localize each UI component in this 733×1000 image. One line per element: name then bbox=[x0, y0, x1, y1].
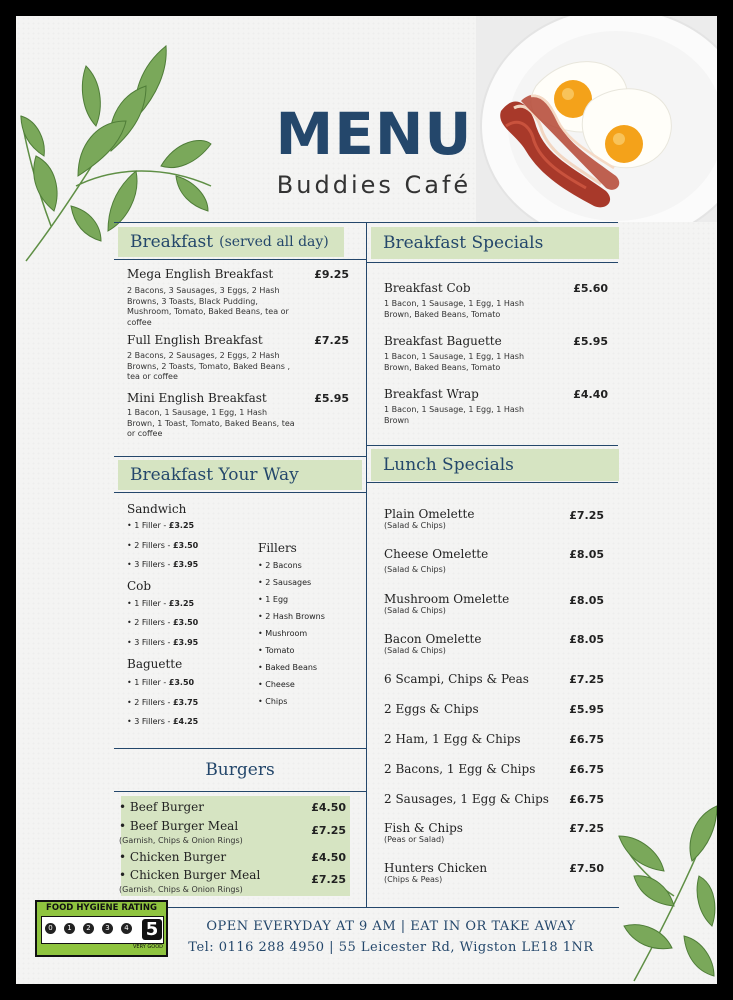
menu-page bbox=[16, 16, 717, 984]
special-description: 1 Bacon, 1 Sausage, 1 Egg, 1 Hash Brown, Baked Beans, Tomato bbox=[384, 299, 525, 319]
option-label: • 2 Fillers - bbox=[127, 698, 173, 707]
hygiene-rating-value: 5 bbox=[142, 919, 162, 940]
lunch-item-price: £7.50 bbox=[569, 862, 604, 875]
burger-price: £7.25 bbox=[311, 873, 346, 886]
option bbox=[127, 618, 198, 627]
group-name-sandwich: Sandwich bbox=[127, 502, 187, 516]
special-price: £5.95 bbox=[573, 335, 608, 348]
burger-price: £4.50 bbox=[311, 801, 346, 814]
option bbox=[127, 638, 198, 647]
lunch-item-name: Bacon Omelette bbox=[384, 632, 482, 646]
option bbox=[127, 541, 198, 550]
divider-breakfast-bottom bbox=[114, 456, 366, 457]
breakfast-title: Breakfast bbox=[130, 232, 214, 252]
divider-vertical-center bbox=[366, 222, 367, 908]
food-hygiene-rating-badge bbox=[35, 900, 168, 957]
option-price: £3.75 bbox=[172, 698, 199, 707]
burger-name: • Chicken Burger bbox=[119, 850, 227, 864]
lunch-item-name: 2 Ham, 1 Egg & Chips bbox=[384, 732, 521, 746]
lunch-header bbox=[371, 449, 619, 481]
item-name: Mega English Breakfast bbox=[127, 267, 274, 281]
burger-name: • Beef Burger Meal bbox=[119, 819, 239, 833]
hygiene-scale-dot: 1 bbox=[64, 923, 75, 934]
burger-name: • Chicken Burger Meal bbox=[119, 868, 261, 882]
item-name: Mini English Breakfast bbox=[127, 391, 267, 405]
option-label: • 3 Fillers - bbox=[127, 560, 173, 569]
lunch-item-name: Cheese Omelette bbox=[384, 547, 489, 561]
option-price: £3.50 bbox=[172, 618, 199, 627]
burger-price: £7.25 bbox=[311, 824, 346, 837]
filler-item: • Baked Beans bbox=[258, 663, 318, 672]
breakfast-header bbox=[118, 227, 344, 257]
item-price: £7.25 bbox=[314, 334, 349, 347]
divider-burgers-header-bottom bbox=[114, 791, 366, 792]
filler-item: • 2 Hash Browns bbox=[258, 612, 325, 621]
filler-item: • Tomato bbox=[258, 646, 295, 655]
option bbox=[127, 678, 194, 687]
contact-address-text: Tel: 0116 288 4950 | 55 Leicester Rd, Wigston LE18 1NR bbox=[188, 940, 594, 955]
filler-item: • Cheese bbox=[258, 680, 295, 689]
filler-item: • Chips bbox=[258, 697, 288, 706]
burger-description: (Garnish, Chips & Onion Rings) bbox=[119, 836, 243, 845]
lunch-item-price: £6.75 bbox=[569, 763, 604, 776]
special-name: Breakfast Cob bbox=[384, 281, 471, 295]
lunch-item-name: Mushroom Omelette bbox=[384, 592, 510, 606]
option bbox=[127, 560, 198, 569]
lunch-item-note: (Salad & Chips) bbox=[384, 521, 446, 530]
specials-header bbox=[371, 227, 619, 259]
lunch-item-name: Fish & Chips bbox=[384, 821, 463, 835]
option-price: £3.95 bbox=[172, 560, 199, 569]
lunch-item-name: Plain Omelette bbox=[384, 507, 475, 521]
item-name: Full English Breakfast bbox=[127, 333, 263, 347]
special-description: 1 Bacon, 1 Sausage, 1 Egg, 1 Hash Brown bbox=[384, 405, 525, 425]
special-price: £5.60 bbox=[573, 282, 608, 295]
special-name: Breakfast Wrap bbox=[384, 387, 479, 401]
hygiene-scale-dot: 3 bbox=[102, 923, 113, 934]
filler-item: • 2 Bacons bbox=[258, 561, 302, 570]
option-label: • 1 Filler - bbox=[127, 521, 169, 530]
lunch-item-price: £6.75 bbox=[569, 793, 604, 806]
lunch-item-note: (Peas or Salad) bbox=[384, 835, 445, 844]
hygiene-scale-dot: 2 bbox=[83, 923, 94, 934]
lunch-item-price: £6.75 bbox=[569, 733, 604, 746]
lunch-item-name: 2 Bacons, 1 Egg & Chips bbox=[384, 762, 536, 776]
special-description: 1 Bacon, 1 Sausage, 1 Egg, 1 Hash Brown, Baked Beans, Tomato bbox=[384, 352, 525, 372]
item-price: £9.25 bbox=[314, 268, 349, 281]
burger-name: • Beef Burger bbox=[119, 800, 204, 814]
option-label: • 2 Fillers - bbox=[127, 541, 173, 550]
lunch-item-price: £8.05 bbox=[569, 594, 604, 607]
lunch-item-name: Hunters Chicken bbox=[384, 861, 488, 875]
lunch-title: Lunch Specials bbox=[383, 455, 514, 475]
lunch-item-note: (Salad & Chips) bbox=[384, 606, 446, 615]
lunch-item-note: (Salad & Chips) bbox=[384, 646, 446, 655]
specials-title: Breakfast Specials bbox=[383, 233, 544, 253]
hygiene-scale-dot: 0 bbox=[45, 923, 56, 934]
group-name-baguette: Baguette bbox=[127, 657, 183, 671]
option-label: • 2 Fillers - bbox=[127, 618, 173, 627]
option-price: £3.50 bbox=[172, 541, 199, 550]
option-price: £4.25 bbox=[172, 717, 199, 726]
divider-yourway-header-bottom bbox=[114, 492, 366, 493]
lunch-item-price: £8.05 bbox=[569, 548, 604, 561]
option-label: • 3 Fillers - bbox=[127, 638, 173, 647]
divider-under-specials-header bbox=[366, 262, 618, 263]
lunch-item-note: (Chips & Peas) bbox=[384, 875, 443, 884]
burgers-title: Burgers bbox=[205, 760, 275, 780]
your-way-title: Breakfast Your Way bbox=[130, 465, 299, 485]
breakfast-note: (served all day) bbox=[219, 234, 329, 250]
special-price: £4.40 bbox=[573, 388, 608, 401]
option-price: £3.25 bbox=[168, 599, 195, 608]
filler-item: • Mushroom bbox=[258, 629, 308, 638]
option bbox=[127, 521, 194, 530]
divider-under-breakfast-header bbox=[114, 259, 366, 260]
divider-top-left bbox=[114, 222, 366, 223]
your-way-header bbox=[118, 460, 362, 490]
item-description: 2 Bacons, 3 Sausages, 3 Eggs, 2 Hash Browns, 3 Toasts, Black Pudding, Mushroom, Tomato, Baked Beans, tea or coffee bbox=[127, 286, 289, 327]
special-name: Breakfast Baguette bbox=[384, 334, 502, 348]
opening-hours-text: OPEN EVERYDAY AT 9 AM | EAT IN OR TAKE AWAY bbox=[206, 919, 576, 934]
filler-item: • 2 Sausages bbox=[258, 578, 312, 587]
option bbox=[127, 599, 194, 608]
burger-price: £4.50 bbox=[311, 851, 346, 864]
lunch-item-price: £7.25 bbox=[569, 509, 604, 522]
option-price: £3.50 bbox=[168, 678, 195, 687]
divider-top-right bbox=[366, 222, 618, 223]
hygiene-rating-label: VERY GOOD bbox=[133, 944, 163, 950]
lunch-item-price: £7.25 bbox=[569, 673, 604, 686]
group-name-cob: Cob bbox=[127, 579, 152, 593]
item-description: 2 Bacons, 2 Sausages, 2 Eggs, 2 Hash Browns, 2 Toasts, Tomato, Baked Beans , tea or coffee bbox=[127, 351, 291, 381]
divider-footer-top bbox=[114, 907, 619, 908]
page-title: MENU bbox=[275, 100, 473, 168]
divider-specials-bottom bbox=[366, 445, 618, 446]
burger-description: (Garnish, Chips & Onion Rings) bbox=[119, 885, 243, 894]
option bbox=[127, 698, 198, 707]
option-price: £3.25 bbox=[168, 521, 195, 530]
lunch-item-note: (Salad & Chips) bbox=[384, 565, 446, 574]
lunch-item-price: £8.05 bbox=[569, 633, 604, 646]
fillers-title: Fillers bbox=[258, 541, 297, 555]
leaf-branch-bottom-right-icon bbox=[614, 776, 717, 984]
hygiene-scale bbox=[41, 916, 164, 944]
option-label: • 3 Fillers - bbox=[127, 717, 173, 726]
lunch-item-price: £5.95 bbox=[569, 703, 604, 716]
divider-lunch-header-bottom bbox=[366, 482, 618, 483]
hygiene-title: FOOD HYGIENE RATING bbox=[46, 903, 157, 913]
option-label: • 1 Filler - bbox=[127, 599, 169, 608]
item-price: £5.95 bbox=[314, 392, 349, 405]
filler-item: • 1 Egg bbox=[258, 595, 289, 604]
lunch-item-name: 2 Eggs & Chips bbox=[384, 702, 479, 716]
lunch-item-name: 6 Scampi, Chips & Peas bbox=[384, 672, 529, 686]
option-price: £3.95 bbox=[172, 638, 199, 647]
hygiene-scale-dot: 4 bbox=[121, 923, 132, 934]
divider-yourway-bottom bbox=[114, 748, 366, 749]
option bbox=[127, 717, 198, 726]
lunch-item-price: £7.25 bbox=[569, 822, 604, 835]
option-label: • 1 Filler - bbox=[127, 678, 169, 687]
cafe-name: Buddies Café bbox=[276, 171, 472, 199]
item-description: 1 Bacon, 1 Sausage, 1 Egg, 1 Hash Brown, 1 Toast, Tomato, Baked Beans, tea or coffee bbox=[127, 408, 295, 438]
lunch-item-name: 2 Sausages, 1 Egg & Chips bbox=[384, 792, 549, 806]
